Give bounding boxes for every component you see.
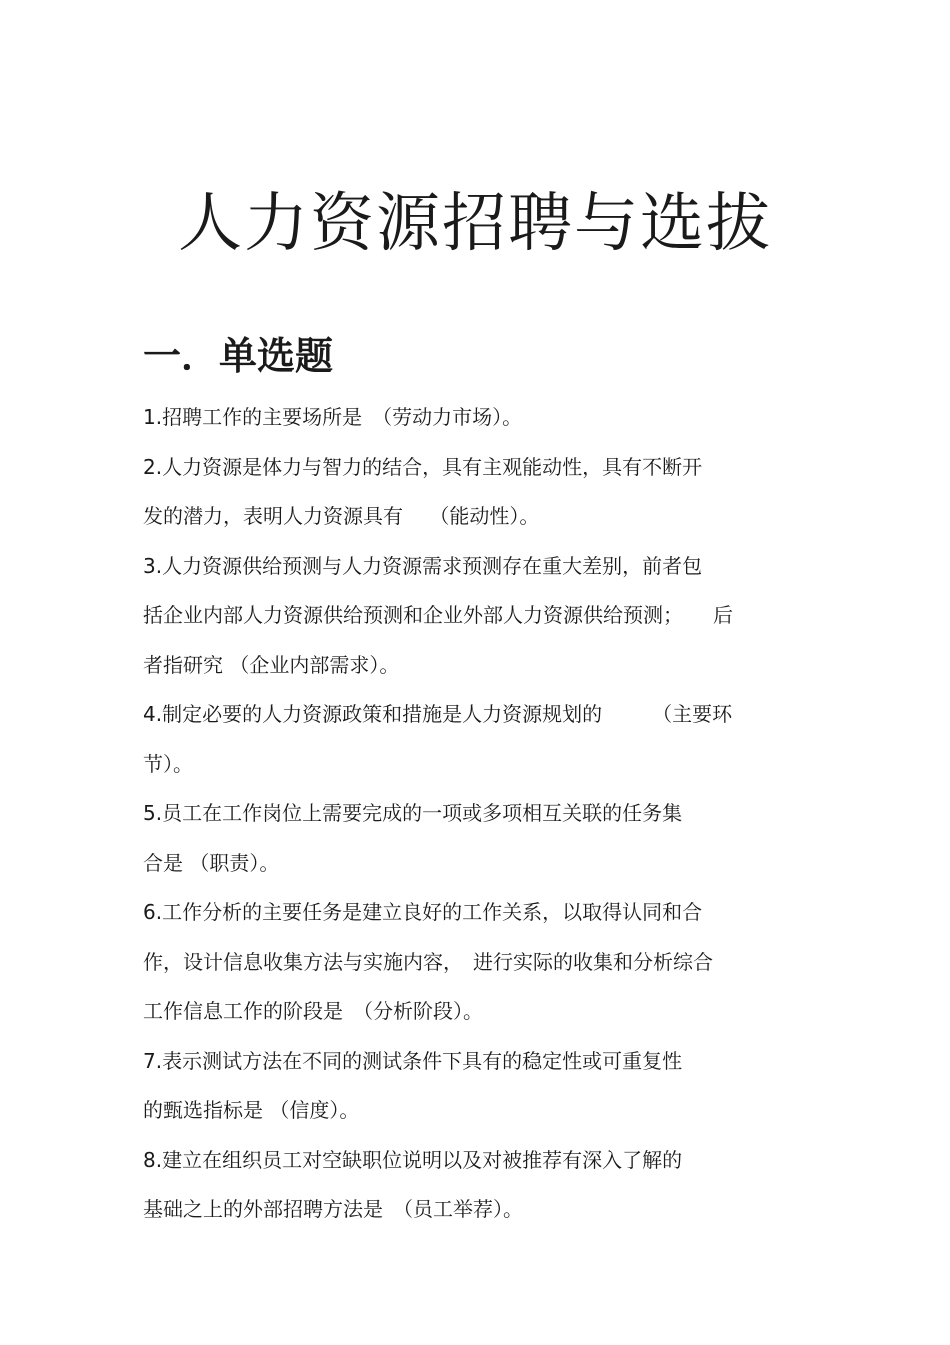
question-line: 2.人力资源是体力与智力的结合，具有主观能动性，具有不断开	[143, 454, 703, 479]
question-line: 1.招聘工作的主要场所是 （劳动力市场）。	[143, 405, 523, 429]
question-item	[143, 690, 813, 789]
question-line: 4.制定必要的人力资源政策和措施是人力资源规划的 （主要环	[143, 702, 733, 726]
question-line: 合是 （职责）。	[143, 850, 280, 875]
question-line: 工作信息工作的阶段是 （分析阶段）。	[143, 999, 483, 1023]
question-item	[143, 393, 813, 443]
question-line: 括企业内部人力资源供给预测和企业外部人力资源供给预测； 后	[143, 603, 733, 627]
question-item	[143, 789, 813, 888]
question-list	[143, 393, 813, 1235]
question-item	[143, 1136, 813, 1235]
question-line: 5.员工在工作岗位上需要完成的一项或多项相互关联的任务集	[143, 801, 683, 825]
question-line: 8.建立在组织员工对空缺职位说明以及对被推荐有深入了解的	[143, 1147, 683, 1172]
question-line: 者指研究 （企业内部需求）。	[143, 652, 400, 677]
question-item	[143, 542, 813, 691]
document-title: 人力资源招聘与选拔	[178, 187, 772, 261]
question-line: 7.表示测试方法在不同的测试条件下具有的稳定性或可重复性	[143, 1048, 683, 1073]
question-line: 作，设计信息收集方法与实施内容， 进行实际的收集和分析综合	[143, 949, 713, 974]
question-line: 节）。	[143, 751, 193, 776]
question-item	[143, 1037, 813, 1136]
question-item	[143, 888, 813, 1037]
question-item	[143, 443, 813, 542]
question-line: 6.工作分析的主要任务是建立良好的工作关系，以取得认同和合	[143, 900, 703, 924]
question-line: 的甄选指标是 （信度）。	[143, 1098, 360, 1122]
question-line: 发的潜力，表明人力资源具有 （能动性）。	[143, 504, 540, 528]
question-line: 基础之上的外部招聘方法是 （员工举荐）。	[143, 1197, 523, 1221]
section-heading: 一．单选题	[143, 334, 334, 378]
question-line: 3.人力资源供给预测与人力资源需求预测存在重大差别，前者包	[143, 553, 703, 578]
